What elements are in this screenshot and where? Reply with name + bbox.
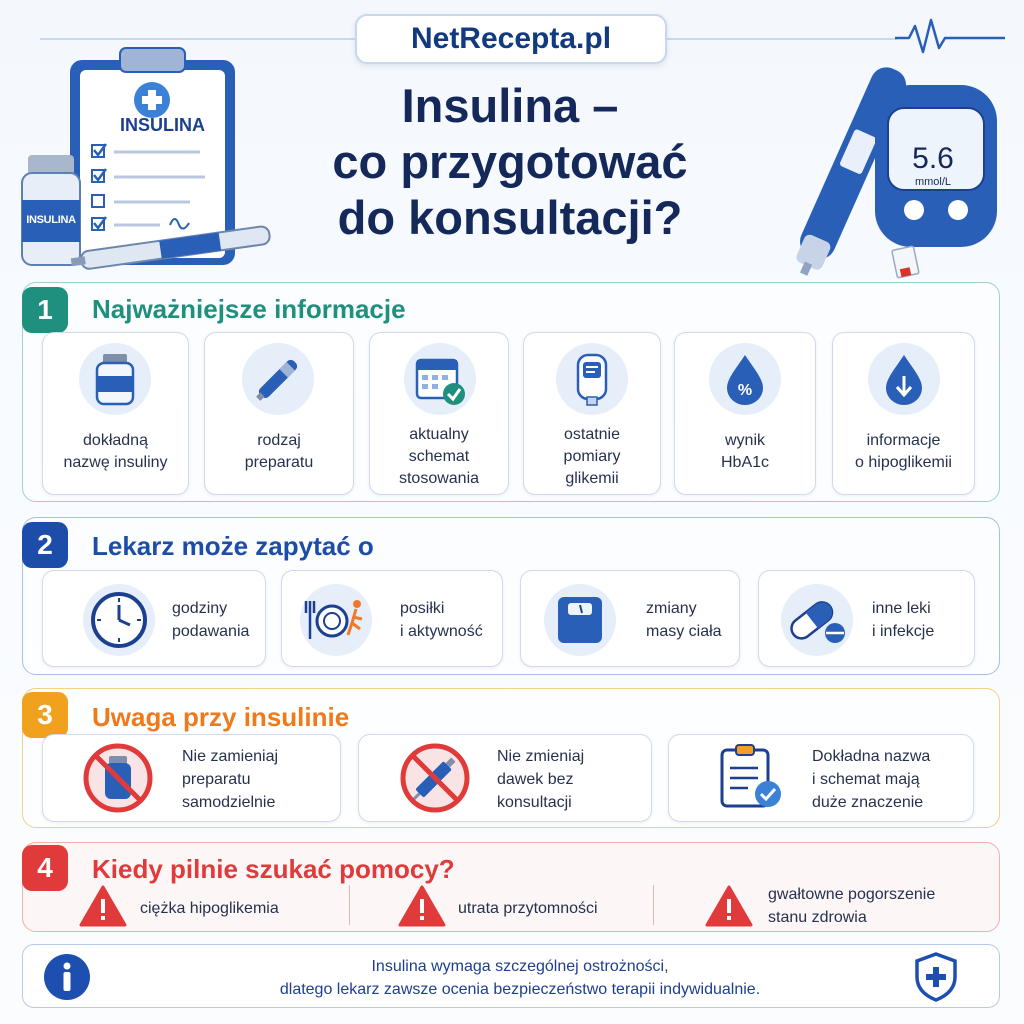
section-title-1: Najważniejsze informacje xyxy=(92,294,406,324)
section-title-2: Lekarz może zapytać o xyxy=(92,531,374,561)
clock-icon xyxy=(83,584,155,656)
divider xyxy=(653,885,654,925)
caution-text-3: Dokładna nazwa i schemat mają duże znaczenie xyxy=(812,748,931,811)
caution-text-1: Nie zamieniaj preparatu samodzielnie xyxy=(182,748,279,811)
question-text-4: inne leki i infekcje xyxy=(872,600,935,640)
clipboard-check-icon xyxy=(712,740,788,816)
page-title: Insulina – co przygotować do konsultacji? xyxy=(332,79,688,244)
shield-icon xyxy=(912,951,960,1003)
header-line-right xyxy=(667,38,897,40)
question-text-2: posiłki i aktywność xyxy=(400,600,483,640)
urgent-text-3: gwałtowne pogorszenie stanu zdrowia xyxy=(768,886,936,926)
meal-activity-icon xyxy=(300,584,372,656)
question-text-3: zmiany masy ciała xyxy=(646,600,722,640)
no-vial-icon xyxy=(80,740,156,816)
section-number-3: 3 xyxy=(22,692,68,738)
urgent-text-1: ciężka hipoglikemia xyxy=(140,900,279,917)
calendar-check-icon xyxy=(404,343,476,415)
section-number-1: 1 xyxy=(22,287,68,333)
footer-text: Insulina wymaga szczególnej ostrożności, dlatego lekarz zawsze ocenia bezpieczeństwo terapii indywidualnie. xyxy=(279,958,761,998)
info-text-3: aktualny schemat stosowania xyxy=(398,426,480,487)
section-title-3: Uwaga przy insulinie xyxy=(92,702,350,732)
meter-value: 5.6 xyxy=(912,142,954,175)
caution-text-2: Nie zmieniaj dawek bez konsultacji xyxy=(497,748,585,811)
down-drop-icon xyxy=(868,343,940,415)
percent-drop-icon xyxy=(709,343,781,415)
section-number-4: 4 xyxy=(22,845,68,891)
section-number-2: 2 xyxy=(22,522,68,568)
question-text-1: godziny podawania xyxy=(172,600,250,640)
heartbeat-icon xyxy=(895,18,1005,58)
clipboard-illustration xyxy=(10,40,280,280)
warning-icon xyxy=(78,884,128,928)
meter-unit: mmol/L xyxy=(914,176,952,188)
urgent-text-2: utrata przytomności xyxy=(458,900,598,917)
vial-label: INSULINA xyxy=(26,214,76,226)
no-syringe-icon xyxy=(397,740,473,816)
info-text-5: wynik HbA1c xyxy=(720,432,770,471)
pen-icon xyxy=(242,343,314,415)
info-icon xyxy=(42,952,92,1002)
clipboard-label: INSULINA xyxy=(120,115,205,135)
warning-icon xyxy=(397,884,447,928)
info-text-6: informacje o hipoglikemii xyxy=(855,432,952,471)
brand-logo[interactable]: NetRecepta.pl xyxy=(355,14,667,64)
svg-text:%: % xyxy=(737,382,753,399)
info-text-1: dokładną nazwę insuliny xyxy=(63,432,168,471)
info-text-4: ostatnie pomiary glikemii xyxy=(563,426,621,487)
section-title-4: Kiedy pilnie szukać pomocy? xyxy=(92,854,455,884)
scale-icon xyxy=(544,584,616,656)
glucose-meter-icon xyxy=(556,343,628,415)
divider xyxy=(349,885,350,925)
warning-icon xyxy=(704,884,754,928)
pills-icon xyxy=(781,584,853,656)
info-text-2: rodzaj preparatu xyxy=(244,432,314,471)
vial-icon xyxy=(79,343,151,415)
